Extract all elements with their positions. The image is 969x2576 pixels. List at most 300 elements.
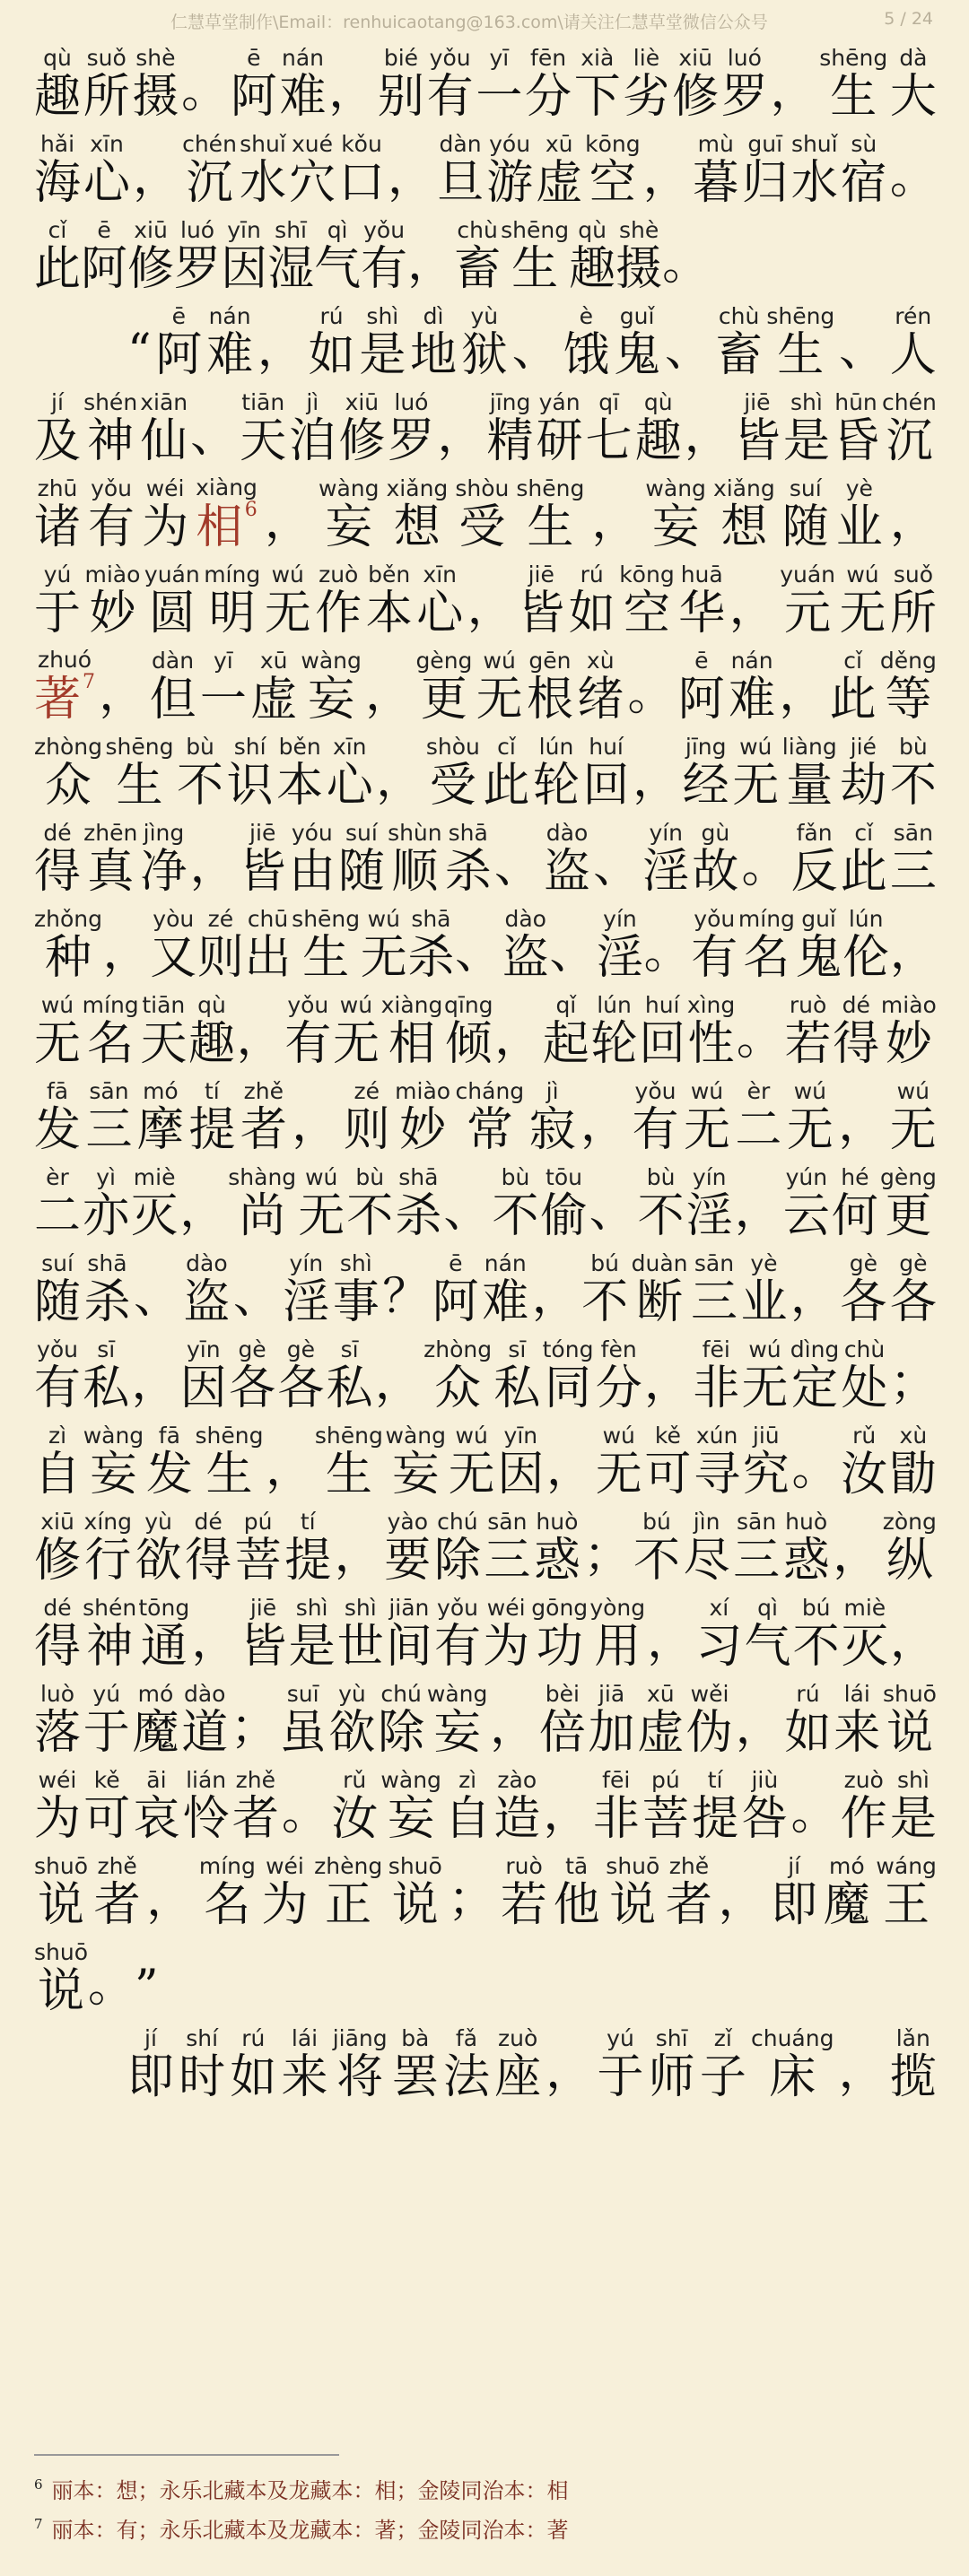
pinyin: suí [34,1250,82,1276]
pinyin: qǐ [542,992,589,1018]
punctuation: 、 [455,926,502,979]
pinyin: lián [182,1767,230,1793]
pinyin: mù [692,131,739,157]
glyph [83,1336,130,1415]
hanzi: 此 [829,673,877,727]
glyph [83,1250,131,1329]
pinyin: huò [782,1509,830,1535]
glyph [483,1595,530,1674]
pinyin: lún [532,734,580,760]
hanzi: 精 [486,414,534,468]
punctuation: ， [374,1356,422,1410]
glyph [741,1336,789,1415]
pinyin: tōng [138,1595,190,1621]
pinyin: yào [384,1509,432,1535]
hanzi: 无 [332,1017,380,1071]
punctuation: 、 [190,409,238,463]
hanzi: 私 [326,1362,373,1415]
hanzi: 虚 [637,1706,685,1760]
pinyin: qī [585,389,633,415]
pinyin: yín [283,1250,330,1276]
hanzi: 灭 [841,1620,888,1674]
hanzi: 世 [336,1620,384,1674]
glyph [672,45,720,124]
pinyin: chú [378,1681,425,1707]
hanzi: 但 [149,673,196,727]
hanzi: 得 [34,1620,82,1674]
glyph [829,648,877,727]
glyph [585,131,641,210]
hanzi: 无 [732,759,780,813]
glyph [536,131,583,210]
glyph [279,45,327,124]
pinyin: yín [642,820,690,846]
punctuation: ， [179,1184,227,1238]
pinyin: yǒu [361,217,408,243]
glyph [486,389,534,468]
text-line [0,1240,969,1329]
hanzi: 为 [261,1878,309,1932]
page-number: 5 / 24 [884,9,933,29]
glyph [437,131,484,210]
pinyin: yù [135,1509,182,1535]
pinyin: jí [127,2025,174,2051]
hanzi: 子 [699,2050,746,2104]
pinyin: dàn [437,131,484,157]
pinyin: shè [615,217,663,243]
footnote-ref[interactable]: 7 [83,671,96,693]
text-line [0,1498,969,1588]
pinyin: xìng [686,992,736,1018]
hanzi: 妄 [301,673,362,727]
punctuation: ； [583,1528,631,1582]
hanzi: 归 [741,156,789,210]
hanzi: 功 [531,1620,589,1674]
punctuation: ， [407,237,455,291]
glyph [150,906,197,985]
hanzi: 明 [204,587,261,640]
glyph [34,1250,82,1329]
glyph [288,820,336,899]
hanzi: 二 [735,1103,782,1157]
glyph [685,1164,733,1243]
glyph [145,1423,193,1501]
glyph [336,1595,384,1674]
pinyin: xīn [83,131,131,157]
hanzi: 游 [486,156,534,210]
hanzi: 王 [876,1878,937,1932]
pinyin: yǒu [434,1595,482,1621]
hanzi: 菩 [234,1534,282,1588]
glyph [388,820,442,899]
glyph [84,561,141,640]
punctuation: ， [647,1614,694,1668]
punctuation: 、 [511,323,559,377]
glyph [532,734,580,813]
glyph [526,648,573,727]
hanzi: 是 [782,414,830,468]
punctuation: ； [230,1701,277,1754]
glyph [144,561,200,640]
hanzi: 诸 [34,500,82,554]
pinyin: mó [823,1853,870,1879]
hanzi: 有 [88,500,135,554]
hanzi: 名 [738,931,795,985]
punctuation: ， [236,1012,284,1066]
punctuation: ， [133,151,180,205]
pinyin: shè [132,45,179,71]
glyph [644,1423,692,1501]
glyph [34,820,82,899]
hanzi: 发 [145,1448,193,1501]
hanzi: 修 [338,414,386,468]
glyph [795,906,842,985]
text-line [0,292,969,382]
glyph [326,734,373,813]
hanzi: 欲 [135,1534,182,1588]
hanzi: 妙 [395,1103,451,1157]
hanzi: 难 [482,1275,529,1329]
pinyin: yīn [221,217,268,243]
glyph [315,561,362,640]
text-line [0,1670,969,1760]
glyph [264,561,311,640]
hanzi: 难 [729,673,776,727]
hanzi: 经 [682,759,729,813]
pinyin: wú [741,1336,789,1362]
hanzi: 即 [127,2050,175,2104]
hanzi: 汝 [331,1792,379,1846]
glyph [34,475,82,554]
glyph [740,1250,788,1329]
glyph [732,734,780,813]
glyph [493,1336,541,1415]
glyph [239,820,286,899]
glyph [693,1336,740,1415]
pinyin: yóu [486,131,534,157]
pinyin: yú [83,1681,130,1707]
hanzi: 摄 [615,242,663,296]
pinyin: shì [336,1595,384,1621]
glyph [423,1336,493,1415]
hanzi: 更 [879,1189,937,1243]
punctuation: ， [490,1701,537,1754]
hanzi: 无 [298,1189,345,1243]
hanzi: 咎 [741,1792,789,1846]
hanzi: 倾 [444,1017,493,1071]
pinyin: jìng [140,820,188,846]
pinyin: tā [553,1853,600,1879]
punctuation: ； [889,1356,937,1410]
hanzi: 汝 [841,1448,888,1501]
hanzi: 无 [786,1103,834,1157]
footnote-ref[interactable]: 6 [244,499,258,521]
glyph [331,1767,379,1846]
glyph [879,648,937,727]
glyph [250,648,298,727]
glyph [384,1509,432,1588]
hanzi: 皆 [518,587,565,640]
hanzi: 作 [315,587,362,640]
glyph [377,45,424,124]
pinyin: xiū [672,45,720,71]
glyph [415,648,473,727]
glyph [614,303,661,382]
punctuation: 、 [232,1270,280,1324]
hanzi: 杀 [83,1275,131,1329]
pinyin: shì [782,389,830,415]
glyph [677,648,725,727]
pinyin: wú [683,1078,730,1104]
hanzi: 妄 [385,1448,446,1501]
pinyin: lái [281,2025,328,2051]
glyph [93,1853,141,1932]
pinyin: yòu [150,906,197,932]
text-line [0,895,969,985]
pinyin: xiū [34,1509,81,1535]
glyph [876,1853,937,1932]
pinyin: sān [889,820,937,846]
pinyin: xiàng [196,474,258,500]
pinyin: zhèng [314,1853,383,1879]
glyph [386,475,449,554]
hanzi: 生 [292,931,361,985]
pinyin: tóng [542,1336,594,1362]
punctuation: ， [467,581,514,635]
hanzi: 行 [83,1534,132,1588]
glyph [174,217,222,296]
hanzi: 三 [85,1103,133,1157]
hanzi: 受 [425,759,480,813]
hanzi: 有 [426,70,474,124]
pinyin: cǐ [34,217,82,243]
punctuation: 、 [593,840,641,893]
hanzi: 口 [338,156,386,210]
hanzi: 同 [542,1362,594,1415]
glyph [606,1853,660,1932]
hanzi: 空 [585,156,641,210]
pinyin: qù [188,992,235,1018]
pinyin: bù [346,1164,394,1190]
pinyin: sī [326,1336,373,1362]
hanzi: 得 [185,1534,232,1588]
hanzi: 罢 [391,2050,439,2104]
hanzi: 摄 [132,70,179,124]
pinyin: è [563,303,610,329]
punctuation: 、 [493,840,541,893]
pinyin: kě [644,1423,692,1449]
hanzi: 偷 [540,1189,588,1243]
glyph [792,1595,840,1674]
glyph [226,734,274,813]
pinyin: xù [889,1423,937,1449]
glyph [678,561,726,640]
glyph [179,1336,227,1415]
glyph [444,1767,492,1846]
glyph [105,734,174,813]
hanzi: 海 [34,156,82,210]
pinyin: sān [733,1509,781,1535]
glyph [683,1509,730,1588]
hanzi: 无 [595,1448,642,1501]
pinyin: dào [543,820,590,846]
punctuation: 。 [791,1442,839,1496]
glyph [573,45,621,124]
glyph [289,389,336,468]
glyph [228,1164,297,1243]
punctuation: ， [99,667,146,721]
pinyin: zhuó [34,647,96,673]
glyph [83,1509,133,1588]
glyph [683,1078,730,1157]
pinyin: liè [623,45,670,71]
hanzi: 杀 [407,931,455,985]
hanzi: 各 [229,1362,276,1415]
pinyin: shén [83,1595,137,1621]
pinyin: zǐ [699,2025,746,2051]
glyph [138,1595,190,1674]
pinyin: wàng [319,475,380,501]
hanzi: 不 [633,1534,681,1588]
punctuation: ， [546,1442,594,1496]
hanzi: 各 [889,1275,937,1329]
glyph [889,1078,937,1157]
pinyin: gèng [415,648,473,674]
footnote-text: 丽本：想；永乐北藏本及龙藏本：相；金陵同治本：相 [51,2478,569,2503]
pinyin: miè [131,1164,179,1190]
glyph [712,475,775,554]
hanzi: 反 [790,845,838,899]
pinyin: jīng [682,734,729,760]
glyph [695,1595,743,1674]
glyph [542,1336,594,1415]
hanzi: 座 [494,2050,542,2104]
pinyin: míng [82,992,139,1018]
glyph [501,217,570,296]
punctuation: ； [448,1873,495,1927]
glyph [595,1423,642,1501]
glyph [127,217,175,296]
pinyin: jiē [518,561,565,587]
hanzi: 提 [692,1792,739,1846]
glyph [476,45,523,124]
hanzi: 有 [691,931,738,985]
hanzi: 不 [177,759,224,813]
punctuation: ， [838,2045,886,2099]
hanzi: 生 [501,242,570,296]
glyph [690,1250,738,1329]
hanzi: 自 [34,1448,82,1501]
glyph [840,1767,887,1846]
pinyin: yú [597,2025,644,2051]
glyph [553,1853,600,1932]
pinyin: sān [85,1078,133,1104]
glyph [786,1078,834,1157]
hanzi: 来 [281,2050,328,2104]
glyph [623,45,670,124]
pinyin: jìn [683,1509,730,1535]
glyph [790,131,838,210]
punctuation: ， [838,1098,886,1152]
glyph [432,1250,479,1329]
text-line [0,1067,969,1157]
glyph [288,1595,336,1674]
glyph [839,561,886,640]
pinyin: wàng [301,648,362,674]
hanzi: 有 [434,1620,482,1674]
punctuation: 、 [133,1270,180,1324]
pinyin: tiān [140,992,188,1018]
glyph [234,1509,282,1588]
hanzi: 空 [619,587,675,640]
pinyin: qì [314,217,362,243]
glyph [542,992,589,1071]
hanzi: 师 [648,2050,695,2104]
pinyin: shī [267,217,315,243]
hanzi: 处 [841,1362,888,1415]
pinyin: zhū [34,475,81,501]
glyph [426,45,474,124]
hanzi: 此 [840,845,887,899]
pinyin: rú [230,2025,277,2051]
glyph [841,1423,888,1501]
hanzi: 者 [240,1103,287,1157]
hanzi: 他 [553,1878,600,1932]
glyph [82,992,139,1071]
punctuation: ， [790,1270,837,1324]
pinyin: shēng [292,906,361,932]
punctuation: ， [292,1098,339,1152]
pinyin: cháng [455,1078,525,1104]
glyph [240,1595,287,1674]
hanzi: 有 [284,1017,332,1071]
hanzi: 绪 [577,673,624,727]
pinyin: ē [230,45,277,71]
text-line [0,1153,969,1243]
pinyin: suí [337,820,385,846]
pinyin: suí [781,475,829,501]
glyph [83,820,138,899]
pinyin: jiū [742,1423,790,1449]
text-line [0,120,969,210]
punctuation: ， [257,323,304,377]
pinyin: dé [833,992,880,1018]
pinyin: cǐ [840,820,887,846]
hanzi: 一 [199,673,247,727]
hanzi: 相 [196,500,243,554]
hanzi: 床 [750,2050,834,2104]
glyph [880,992,937,1071]
glyph [686,992,736,1071]
hanzi: 趣 [634,414,682,468]
hanzi: 不 [492,1189,539,1243]
hanzi: 净 [140,845,188,899]
hanzi: 妄 [319,500,380,554]
hanzi: 罗 [174,242,222,296]
glyph [442,2025,490,2104]
glyph [83,1681,130,1760]
glyph [199,648,247,727]
glyph [781,734,837,813]
pinyin: miào [84,561,141,587]
pinyin: dàn [149,648,196,674]
pinyin: xiū [338,389,386,415]
punctuation: 。 [736,1012,783,1066]
pinyin: wéi [34,1767,81,1793]
hanzi: 修 [672,70,720,124]
glyph [682,734,729,813]
pinyin: yīn [179,1336,227,1362]
